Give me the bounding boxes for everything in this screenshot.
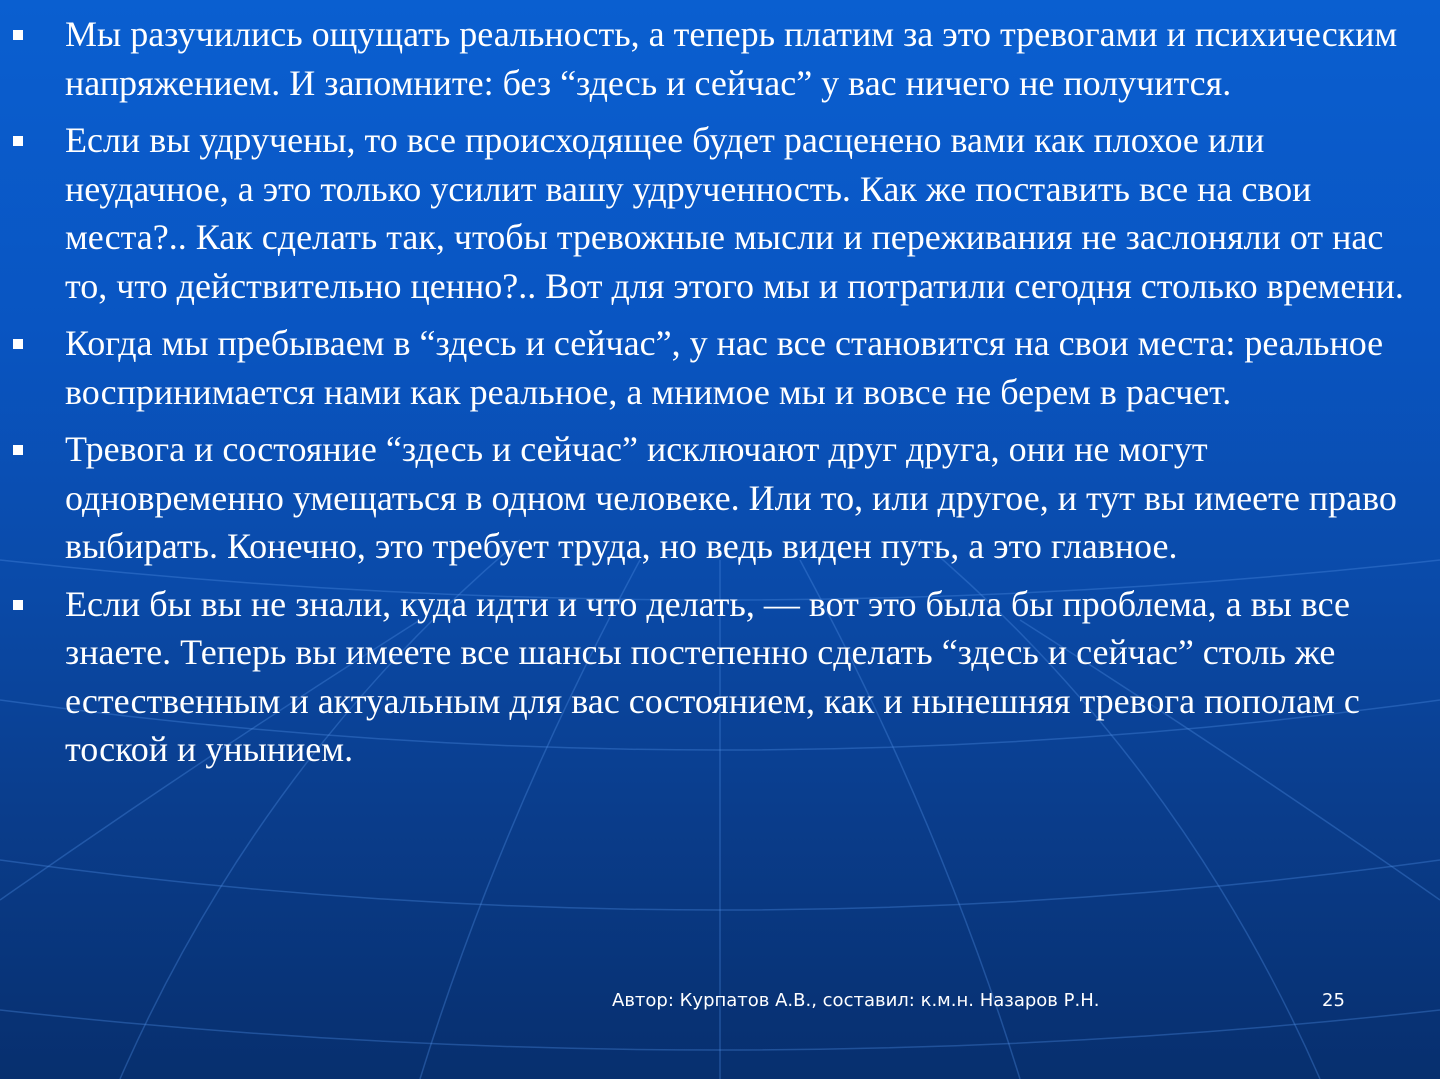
bullet-text: Мы разучились ощущать реальность, а теперь платим за это тревогами и психическим напряжением. И запомните: без “здесь и сейчас” у вас ничего не получится.: [65, 14, 1398, 103]
square-bullet-icon: [13, 339, 23, 349]
square-bullet-icon: [13, 30, 23, 40]
slide-footer-author: Автор: Курпатов А.В., составил: к.м.н. Назаров Р.Н.: [612, 990, 1100, 1011]
bullet-item: [0, 10, 1440, 107]
bullet-item: [0, 319, 1440, 416]
bullet-text: Когда мы пребываем в “здесь и сейчас”, у нас все становится на свои места: реальное воспринимается нами как реальное, а мнимое мы и вовсе не берем в расчет.: [65, 323, 1384, 412]
bullet-text: Тревога и состояние “здесь и сейчас” исключают друг друга, они не могут одновременно умещаться в одном человеке. Или то, или другое, и тут вы имеете право выбирать. Конечно, это требует труда, но ведь виден путь, а это главное.: [65, 429, 1397, 566]
bullet-item: [0, 425, 1440, 571]
bullet-item: [0, 580, 1440, 774]
square-bullet-icon: [13, 445, 23, 455]
bullet-item: [0, 116, 1440, 310]
page-number: 25: [1322, 990, 1345, 1011]
square-bullet-icon: [13, 600, 23, 610]
square-bullet-icon: [13, 136, 23, 146]
bullet-list: [0, 10, 1440, 783]
bullet-text: Если вы удручены, то все происходящее будет расценено вами как плохое или неудачное, а это только усилит вашу удрученность. Как же поставить все на свои места?.. Как сделать так, чтобы тревожные мысли и переживания не заслоняли от нас то, что действительно ценно?.. Вот для этого мы и потратили сегодня столько времени.: [65, 120, 1404, 306]
bullet-text: Если бы вы не знали, куда идти и что делать, — вот это была бы проблема, а вы все знаете. Теперь вы имеете все шансы постепенно сделать “здесь и сейчас” столь же естественным и актуальным для вас состоянием, как и нынешняя тревога пополам с тоской и унынием.: [65, 583, 1360, 769]
